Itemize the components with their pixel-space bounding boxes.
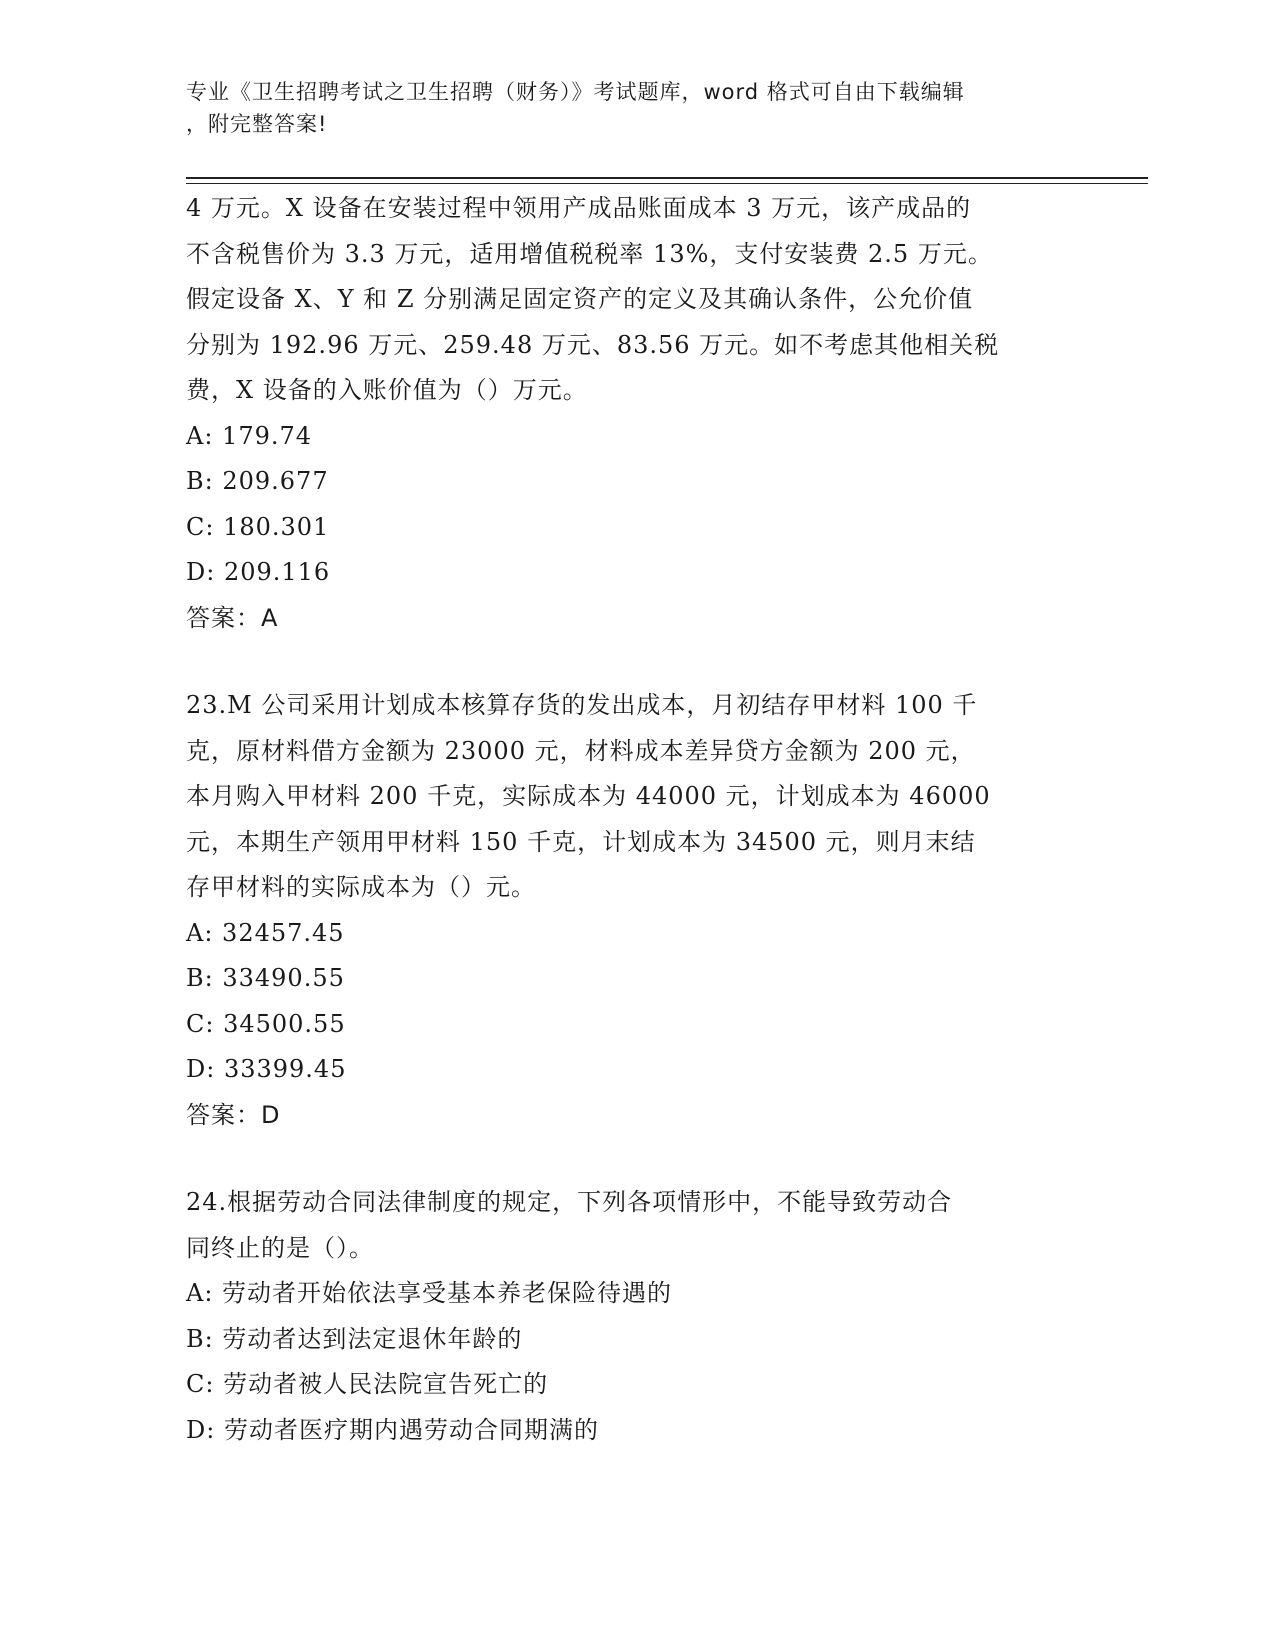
spacer [186,1138,1076,1180]
option-b: B: 劳动者达到法定退休年龄的 [186,1324,523,1353]
header-line-2: ，附完整答案! [186,112,328,136]
option-a: A: 劳动者开始依法享受基本养老保险待遇的 [186,1279,673,1307]
header-rule-thin [186,183,1148,184]
header-line-1: 专业《卫生招聘考试之卫生招聘（财务）》考试题库，word 格式可自由下载编辑 [186,80,965,104]
option-a: A: 179.74 [186,421,313,450]
option-d: D: 33399.45 [186,1055,347,1083]
spacer [186,641,1076,683]
document-header [186,76,1066,140]
question-text-line: 费，X 设备的入账价值为（）万元。 [186,376,588,404]
answer-line: 答案：D [186,1100,281,1129]
question-text-line: 本月购入甲材料 200 千克，实际成本为 44000 元，计划成本为 46000 [186,782,991,810]
question-text-line: 23.M 公司采用计划成本核算存货的发出成本，月初结存甲材料 100 千 [186,691,978,719]
option-b: B: 33490.55 [186,964,345,992]
question-24 [186,1180,1076,1453]
question-23 [186,683,1076,1138]
question-text-line: 元，本期生产领用甲材料 150 千克，计划成本为 34500 元，则月末结 [186,827,976,856]
option-b: B: 209.677 [186,467,329,495]
question-text-line: 假定设备 X、Y 和 Z 分别满足固定资产的定义及其确认条件，公允价值 [186,285,974,313]
option-d: D: 209.116 [186,558,331,586]
header-rule-thick [186,177,1148,179]
question-text-line: 存甲材料的实际成本为（）元。 [186,873,536,901]
option-c: C: 34500.55 [186,1009,346,1038]
question-text-line: 4 万元。X 设备在安装过程中领用产成品账面成本 3 万元，该产成品的 [186,194,972,222]
question-text-line: 24.根据劳动合同法律制度的规定，下列各项情形中，不能导致劳动合 [186,1188,953,1216]
question-text-line: 克，原材料借方金额为 23000 元，材料成本差异贷方金额为 200 元， [186,736,976,765]
question-text-line: 分别为 192.96 万元、259.48 万元、83.56 万元。如不考虑其他相关税 [186,330,1000,359]
option-a: A: 32457.45 [186,918,345,947]
answer-line: 答案：A [186,603,279,632]
option-c: C: 劳动者被人民法院宣告死亡的 [186,1370,549,1398]
question-text-line: 同终止的是（）。 [186,1233,374,1262]
question-text-line: 不含税售价为 3.3 万元，适用增值税税率 13%，支付安装费 2.5 万元。 [186,239,993,268]
option-d: D: 劳动者医疗期内遇劳动合同期满的 [186,1415,599,1444]
option-c: C: 180.301 [186,512,330,541]
question-prev [186,186,1076,641]
document-body [186,186,1076,1453]
